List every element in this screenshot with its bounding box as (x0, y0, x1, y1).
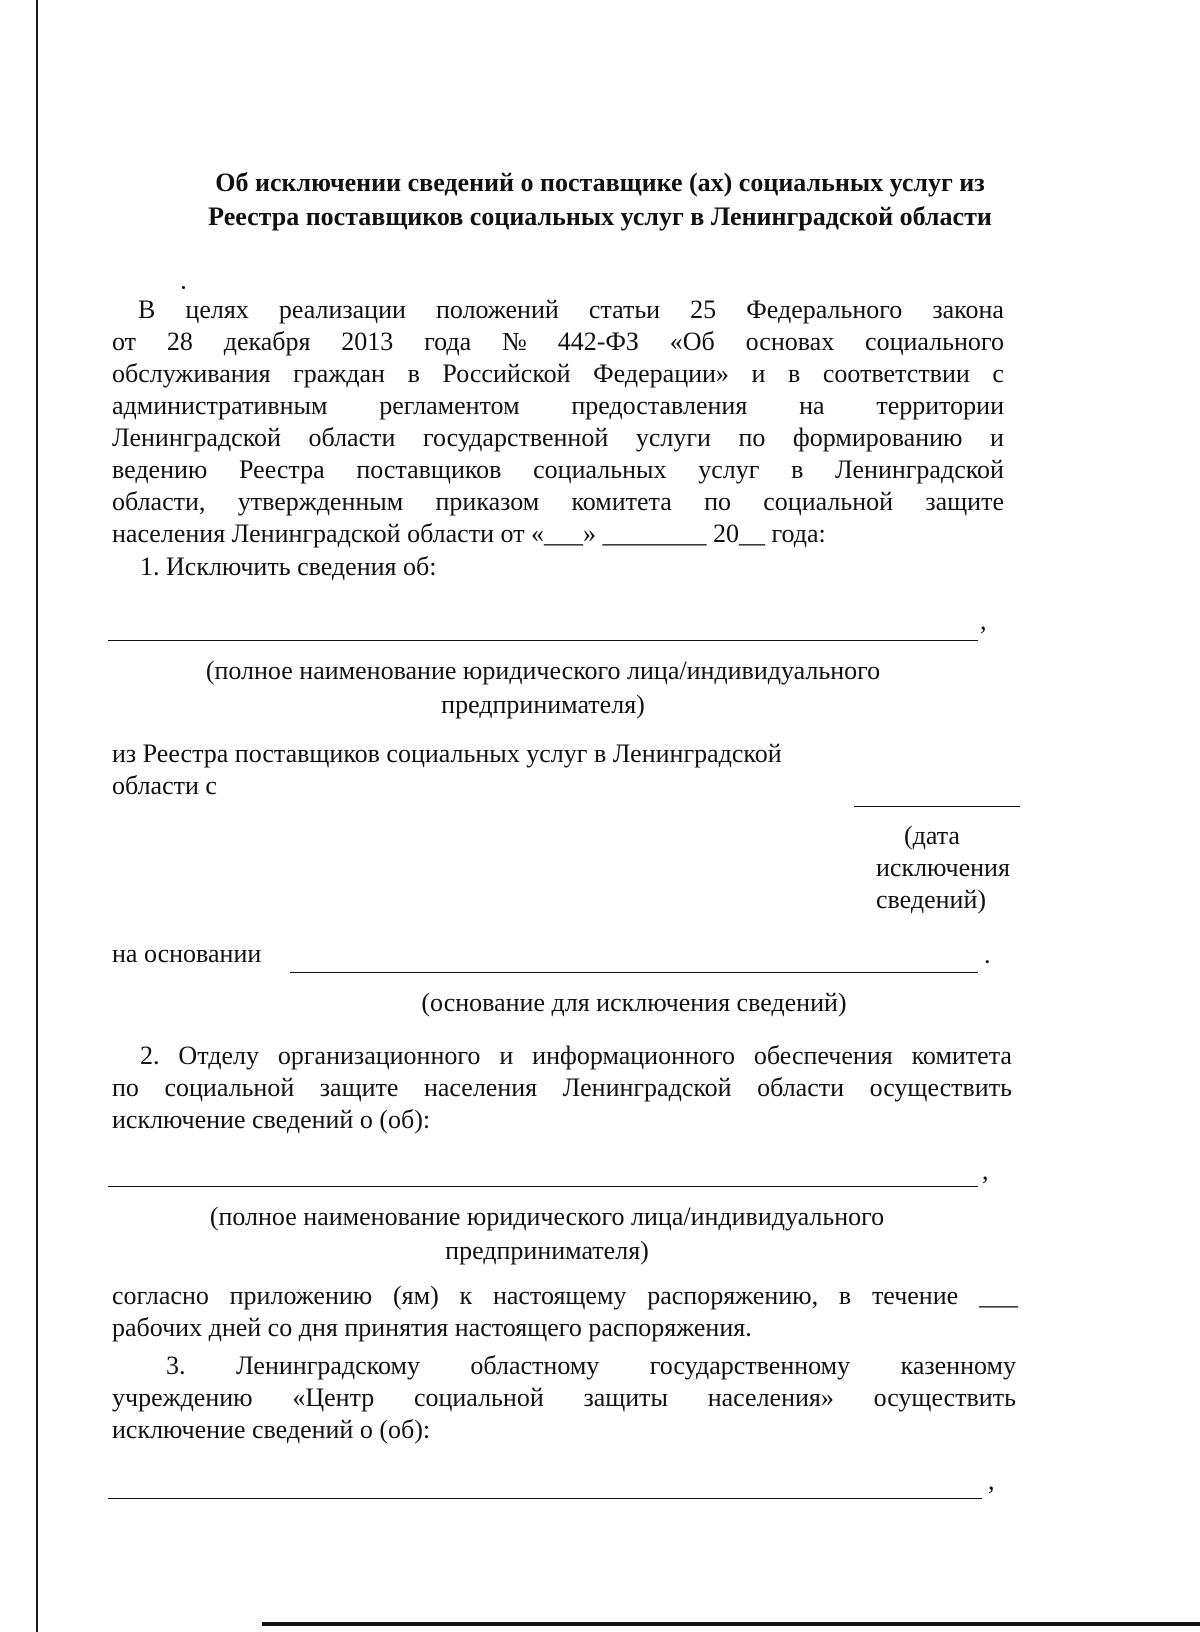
item1-basis-dot: . (984, 940, 991, 969)
word: Федерации» (593, 359, 729, 388)
item1-basis-label: на основании (112, 939, 262, 968)
item1-registry-line-2: области с (112, 771, 217, 800)
preamble-line (112, 422, 1004, 454)
word: Отделу (178, 1041, 259, 1070)
word: по (112, 1073, 139, 1102)
word: организационного (277, 1041, 481, 1070)
word: Реестра (239, 455, 325, 484)
word: защите (319, 1073, 399, 1102)
preamble-last-line: населения Ленинградской области от «___» ________ 20__ года: (112, 519, 826, 548)
word: декабря (223, 327, 311, 356)
word: социальной (763, 487, 894, 516)
item2-name-note-line-1: (полное наименование юридического лица/индивидуального (209, 1202, 885, 1231)
word: области (757, 1073, 845, 1102)
word: Ленинградской (835, 455, 1004, 484)
word: услуги (635, 423, 711, 452)
item1-date-note-line-3: сведений) (876, 885, 987, 914)
item1-comma: , (980, 606, 987, 635)
preamble-line (138, 294, 1004, 326)
word: и (990, 423, 1004, 452)
word: (ям) (393, 1281, 439, 1310)
word: согласно (112, 1281, 209, 1310)
item2-term-line-2: рабочих дней со дня принятия настоящего распоряжения. (112, 1313, 752, 1342)
item3-lines-line (166, 1350, 1016, 1382)
word: «Центр (292, 1383, 375, 1412)
word: Федерального (746, 295, 903, 324)
preamble-line (112, 326, 1004, 358)
word: социальной (164, 1073, 295, 1102)
word: приложению (229, 1281, 373, 1310)
item1-date-blank-line (854, 806, 1020, 807)
word: настоящему (492, 1281, 627, 1310)
word: и (751, 359, 766, 388)
word: по (704, 487, 731, 516)
word: административным (112, 391, 328, 420)
word: населения» (707, 1383, 834, 1412)
word: утвержденным (237, 487, 404, 516)
item1-registry-line-1: из Реестра поставщиков социальных услуг в Ленинградской (112, 739, 782, 768)
item3-last-line: исключение сведений о (об): (112, 1415, 431, 1444)
word: основах (745, 327, 835, 356)
word: закона (932, 295, 1004, 324)
word: ___ (978, 1281, 1018, 1310)
word: в (407, 359, 420, 388)
word: течение (871, 1281, 959, 1310)
word: 25 (690, 295, 717, 324)
word: с (992, 359, 1004, 388)
word: учреждению (112, 1383, 253, 1412)
scan-edge-bottom (262, 1622, 1200, 1626)
word: регламентом (379, 391, 520, 420)
item3-name-blank-line (108, 1498, 982, 1499)
word: от (112, 327, 137, 356)
scan-speck (182, 286, 185, 289)
item1-heading: 1. Исключить сведения об: (140, 552, 437, 581)
scan-edge-left (36, 0, 38, 1632)
word: в (838, 1281, 852, 1310)
word: обслуживания (112, 359, 271, 388)
word: в (791, 455, 804, 484)
word: защите (925, 487, 1004, 516)
word: информационного (532, 1041, 735, 1070)
word: 442-ФЗ (557, 327, 639, 356)
word: услуг (698, 455, 760, 484)
word: приказом (435, 487, 540, 516)
word: Российской (442, 359, 571, 388)
word: государственной (422, 423, 609, 452)
preamble-line (112, 358, 1004, 390)
word: «Об (669, 327, 715, 356)
item1-basis-note: (основание для исключения сведений) (421, 988, 847, 1017)
word: и (499, 1041, 514, 1070)
word: Ленинградскому (235, 1351, 420, 1380)
word: социальной (413, 1383, 544, 1412)
preamble-line (112, 454, 1004, 486)
word: реализации (278, 295, 406, 324)
word: защиты (583, 1383, 669, 1412)
word: положений (436, 295, 559, 324)
word: к (459, 1281, 473, 1310)
word: В (138, 295, 156, 324)
word: обеспечения (753, 1041, 893, 1070)
preamble-line (112, 486, 1004, 518)
word: на (799, 391, 825, 420)
word: 28 (166, 327, 193, 356)
word: ведению (112, 455, 208, 484)
word: территории (876, 391, 1004, 420)
word: 2. (140, 1041, 160, 1070)
word: социальных (533, 455, 667, 484)
word: области (308, 423, 396, 452)
word: Ленинградской (112, 423, 281, 452)
word: поставщиков (356, 455, 502, 484)
word: граждан (293, 359, 385, 388)
item1-name-blank-line (108, 640, 978, 641)
item2-last-line: исключение сведений о (об): (112, 1105, 431, 1134)
word: комитета (911, 1041, 1012, 1070)
word: 2013 (341, 327, 394, 356)
word: области, (112, 487, 206, 516)
item2-comma: , (982, 1156, 989, 1185)
word: осуществить (873, 1383, 1016, 1412)
document-title-line-2: Реестра поставщиков социальных услуг в Ленинградской области (208, 202, 992, 231)
word: статьи (588, 295, 661, 324)
word: распоряжению, (647, 1281, 819, 1310)
item1-basis-blank-line (290, 972, 978, 973)
word: социального (865, 327, 1004, 356)
word: Ленинградской (562, 1073, 732, 1102)
word: 3. (166, 1351, 186, 1380)
item3-comma: , (988, 1466, 995, 1495)
item2-term-words (112, 1280, 1018, 1312)
word: осуществить (869, 1073, 1012, 1102)
word: целях (185, 295, 249, 324)
word: населения (423, 1073, 538, 1102)
item2-name-note-line-2: предпринимателя) (445, 1236, 649, 1265)
word: в (788, 359, 801, 388)
word: соответствии (822, 359, 970, 388)
document-title-line-1: Об исключении сведений о поставщике (ах) социальных услуг из (215, 168, 985, 197)
item1-name-note-line-1: (полное наименование юридического лица/индивидуального (205, 656, 881, 685)
word: комитета (571, 487, 672, 516)
item2-lines-line (112, 1072, 1012, 1104)
item2-lines-line (140, 1040, 1012, 1072)
item3-lines-line (112, 1382, 1016, 1414)
item1-name-note-line-2: предпринимателя) (441, 690, 645, 719)
item1-date-note-line-2: исключения (876, 853, 1010, 882)
word: областному (470, 1351, 600, 1380)
item2-name-blank-line (108, 1186, 978, 1187)
preamble-line (112, 390, 1004, 422)
word: № (502, 327, 527, 356)
word: казенному (900, 1351, 1016, 1380)
word: по (738, 423, 766, 452)
word: предоставления (571, 391, 748, 420)
word: года (424, 327, 472, 356)
word: формированию (792, 423, 963, 452)
item1-date-note-line-1: (дата (904, 821, 960, 850)
word: государственному (649, 1351, 851, 1380)
